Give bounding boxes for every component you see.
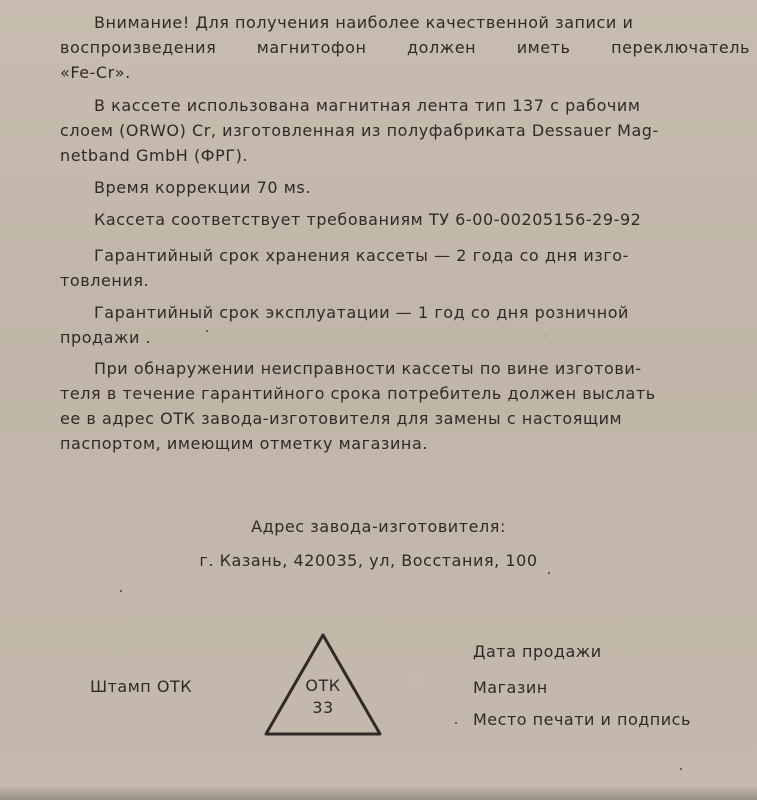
attention-line-3: «Fe-Cr». [60, 63, 131, 82]
paper-speck [120, 590, 122, 592]
stamp-otk-text: ОТК [305, 676, 341, 695]
attention-line-2: воспроизведения магнитофон должен иметь переключатель [60, 38, 750, 57]
storage-line-1: Гарантийный срок хранения кассеты — 2 года со дня изго- [94, 246, 629, 265]
defect-line-1: При обнаружении неисправности кассеты по вине изготови- [94, 359, 642, 378]
paper-speck [548, 572, 550, 574]
address-heading: Адрес завода-изготовителя: [251, 517, 506, 536]
standard-paragraph [60, 207, 750, 232]
address-line: г. Казань, 420035, ул, Восстания, 100 [199, 551, 538, 570]
defect-paragraph [60, 356, 750, 456]
operation-line-1: Гарантийный срок эксплуатации — 1 год со дня розничной [94, 303, 629, 322]
operation-paragraph [60, 300, 750, 350]
tape-line-2: слоем (ORWO) Cr, изготовленная из полуфабриката Dessauer Mag- [60, 121, 659, 140]
correction-paragraph [60, 175, 750, 200]
operation-line-2: продажи . [60, 328, 152, 347]
storage-line-2: товления. [60, 271, 150, 290]
standard-line-1: Кассета соответствует требованиям ТУ 6-00-00205156-29-92 [94, 210, 642, 229]
paper-speck [680, 768, 682, 770]
storage-paragraph [60, 243, 750, 293]
paper-speck [206, 330, 208, 332]
attention-paragraph [60, 10, 750, 85]
store-field: Магазин [473, 678, 548, 697]
sale-date-field: Дата продажи [473, 642, 602, 661]
correction-line-1: Время коррекции 70 мs. [94, 178, 311, 197]
tape-paragraph [60, 93, 750, 168]
otk-stamp-triangle [263, 632, 383, 738]
defect-line-4: паспортом, имеющим отметку магазина. [60, 434, 428, 453]
tape-line-3: netband GmbH (ФРГ). [60, 146, 249, 165]
seal-signature-field: Место печати и подпись [473, 710, 691, 729]
defect-line-2: теля в течение гарантийного срока потребитель должен выслать [60, 384, 656, 403]
defect-line-3: ее в адрес ОТК завода-изготовителя для замены с настоящим [60, 409, 623, 428]
stamp-label: Штамп ОТК [90, 677, 193, 696]
attention-line-1: Внимание! Для получения наиболее качественной записи и [94, 13, 634, 32]
tape-line-1: В кассете использована магнитная лента тип 137 с рабочим [94, 96, 641, 115]
paper-speck [455, 722, 457, 724]
stamp-number-text: 33 [312, 698, 334, 717]
